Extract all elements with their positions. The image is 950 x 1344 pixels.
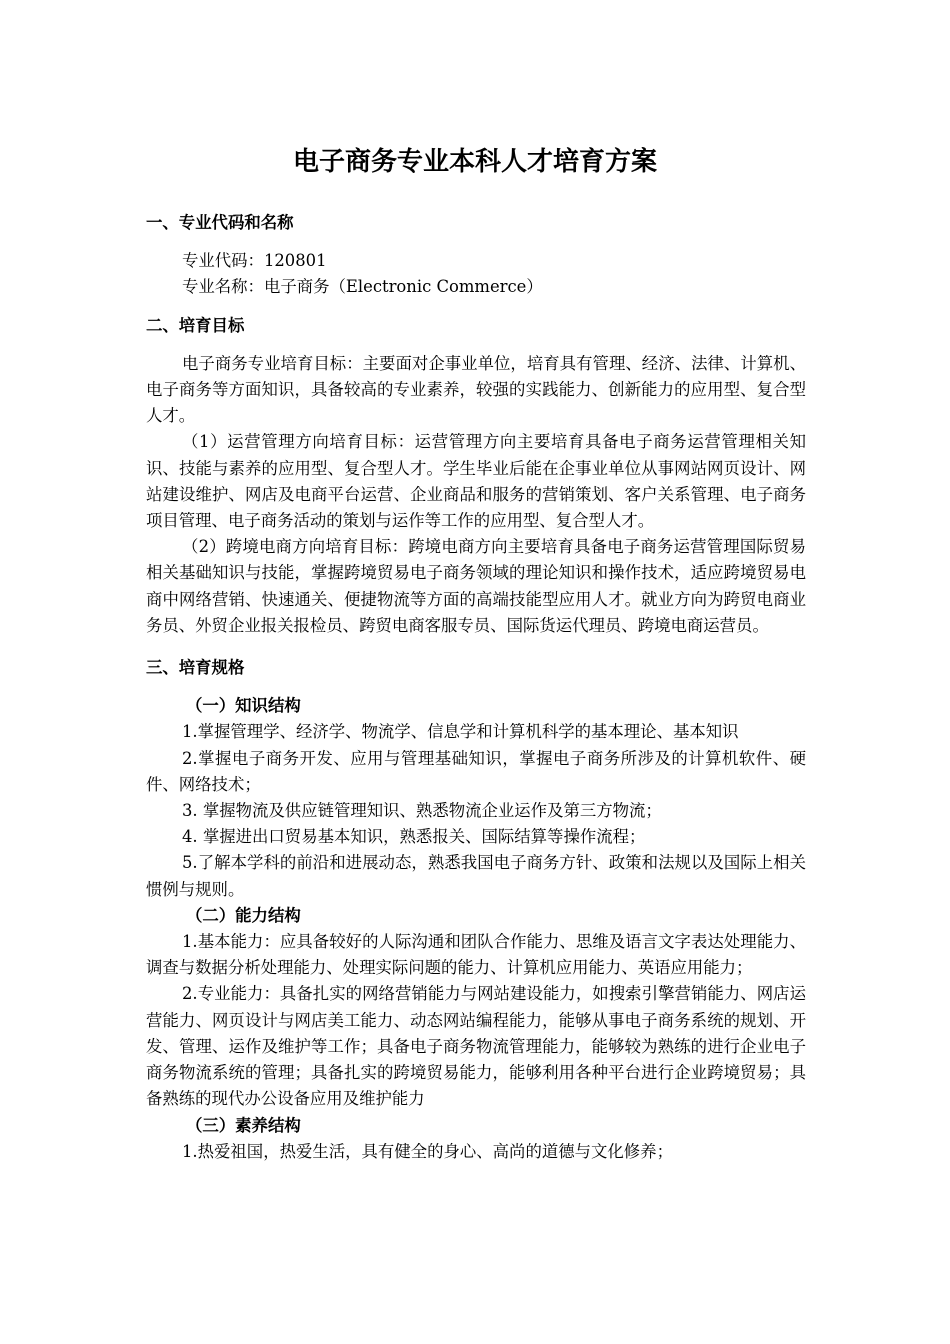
major-code: 专业代码：120801 [182, 251, 327, 271]
section-heading-code-name: 一、专业代码和名称 [146, 213, 294, 232]
knowledge-item: 4. 掌握进出口贸易基本知识，熟悉报关、国际结算等操作流程； [182, 827, 646, 847]
subsection-heading-knowledge: （一）知识结构 [186, 696, 301, 716]
knowledge-item: 2.掌握电子商务开发、应用与管理基础知识，掌握电子商务所涉及的计算机软件、硬件、网络技术； [146, 748, 806, 794]
ability-item: 2.专业能力：具备扎实的网络营销能力与网站建设能力，如搜索引擎营销能力、网店运营能力、网页设计与网店美工能力、动态网站编程能力，能够从事电子商务系统的规划、开发、管理、运作及维护等工作；具备电子商务物流管理能力，能够较为熟练的进行企业电子商务物流系统的管理；具备扎实的跨境贸易能力，能够利用各种平台进行企业跨境贸易；具备熟练的现代办公设备应用及维护能力 [146, 984, 806, 1109]
goals-paragraph-operations: （1）运营管理方向培育目标：运营管理方向主要培育具备电子商务运营管理相关知识、技能与素养的应用型、复合型人才。学生毕业后能在企事业单位从事网站网页设计、网站建设维护、网店及电商平台运营、企业商品和服务的营销策划、客户关系管理、电子商务项目管理、电子商务活动的策划与运作等工作的应用型、复合型人才。 [146, 432, 806, 531]
document-body [146, 210, 806, 1165]
quality-item: 1.热爱祖国，热爱生活，具有健全的身心、高尚的道德与文化修养； [182, 1141, 673, 1161]
knowledge-item: 3. 掌握物流及供应链管理知识、熟悉物流企业运作及第三方物流； [182, 801, 662, 821]
subsection-heading-quality: （三）素养结构 [186, 1115, 301, 1135]
ability-item: 1.基本能力：应具备较好的人际沟通和团队合作能力、思维及语言文字表达处理能力、调查与数据分析处理能力、处理实际问题的能力、计算机应用能力、英语应用能力； [146, 932, 806, 978]
subsection-heading-ability: （二）能力结构 [186, 905, 301, 925]
document-title: 电子商务专业本科人才培育方案 [292, 147, 657, 177]
goals-paragraph-main: 电子商务专业培育目标：主要面对企事业单位，培育具有管理、经济、法律、计算机、电子商务等方面知识，具备较高的专业素养，较强的实践能力、创新能力的应用型、复合型人才。 [146, 353, 806, 426]
knowledge-item: 5.了解本学科的前沿和进展动态，熟悉我国电子商务方针、政策和法规以及国际上相关惯例与规则。 [146, 853, 806, 899]
goals-paragraph-crossborder: （2）跨境电商方向培育目标：跨境电商方向主要培育具备电子商务运营管理国际贸易相关基础知识与技能，掌握跨境贸易电子商务领域的理论知识和操作技术，适应跨境贸易电商中网络营销、快速通关、便捷物流等方面的高端技能型应用人才。就业方向为跨贸电商业务员、外贸企业报关报检员、跨贸电商客服专员、国际货运代理员、跨境电商运营员。 [146, 537, 806, 635]
section-heading-specs: 三、培育规格 [146, 658, 245, 678]
knowledge-item: 1.掌握管理学、经济学、物流学、信息学和计算机科学的基本理论、基本知识 [182, 722, 739, 742]
section-heading-goals: 二、培育目标 [146, 315, 245, 335]
major-name: 专业名称：电子商务（Electronic Commerce） [182, 277, 543, 297]
